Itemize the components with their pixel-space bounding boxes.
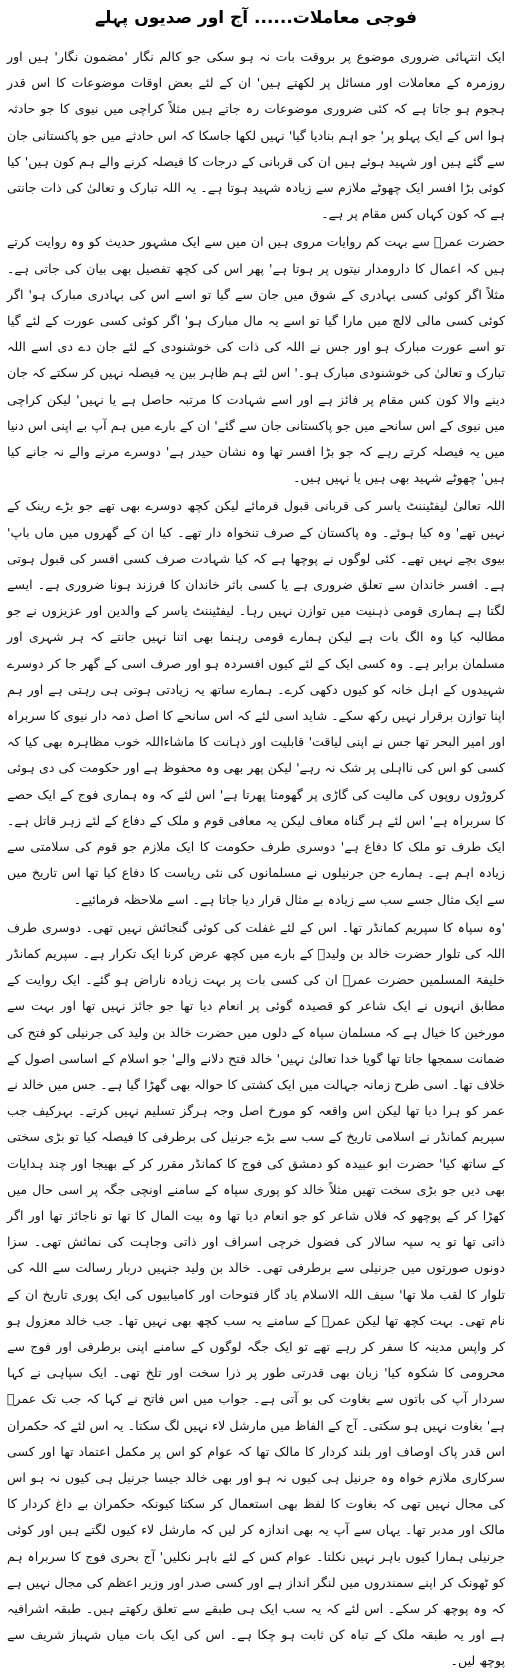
article-body xyxy=(7,44,505,1675)
article-headline: فوجی معاملات...... آج اور صدیوں پہلے xyxy=(95,8,417,28)
article-paragraph: اللہ تعالیٰ لیفٹیننٹ یاسر کی قربانی قبول فرمائے لیکن کچھ دوسرے بھی تھے جو بڑے رینک کے نہیں تھے' وہ کیا ہوئے۔ وہ پاکستان کے صرف تنخواہ دار تھے۔ کیا ان کے گھروں میں ماں باپ' بیوی بچے نہیں تھے۔ کئی لوگوں نے پوچھا ہے کہ کیا شہادت صرف کسی افسر کی قبول ہوتی ہے۔ افسر خاندان سے تعلق ضروری ہے یا کسی باثر خاندان کا فرزند ہونا ضروری ہے۔ ایسے لگتا ہے ہماری قومی ذہنیت میں توازن نہیں رہا۔ لیفٹیننٹ یاسر کے والدین اور عزیزوں نے جو مطالبہ کیا وہ الگ بات ہے لیکن ہمارے قومی رہنما بھی اتنا نہیں جانتے کہ ہر شہری اور مسلمان برابر ہے۔ وہ کسی ایک کے لئے کیوں افسردہ ہو اور صرف اسی کے گھر جا کر دوسرے شہیدوں کے اہل خانہ کو کیوں دکھی کرے۔ ہمارے ساتھ یہ زیادتی ہوتی ہی رہتی ہے اور ہم اپنا توازن برقرار نہیں رکھ سکے۔ شاید اسی لئے کہ اس سانحے کا اصل ذمہ دار نیوی کا سربراہ اور امیر البحر تھا جس نے اپنی لیاقت' قابلیت اور ذہانت کا ماشاءاللہ خوب مظاہرہ بھی کیا کہ کسی کو اس کی نااہلی پر شک نہ رہے' لیکن پھر بھی وہ محفوظ ہے اور حکومت کی دی ہوئی کروڑوں روپوں کی مالیت کی گاڑی پر گھومتا پھرتا ہے' اس لئے کہ وہ ہماری فوج کے ایک حصے کا سربراہ ہے' اس لئے ہر گناہ معاف لیکن یہ معافی قوم و ملک کے دفاع کے لئے زہر قاتل ہے۔ ایک طرف تو ملک کا دفاع ہے' دوسری طرف حکومت کا ایک ملازم جو قوم کی سلامتی سے زیادہ اہم ہے۔ ہمارے جن جرنیلوں نے مسلمانوں کی نئی ریاست کا دفاع کیا تھا اس تاریخ میں سے ایک مثال جسے سب سے زیادہ بے مثال قرار دیا جاتا ہے۔ اسے ملاحظہ فرمائیے۔ xyxy=(7,498,505,907)
article-paragraph: ایک انتہائی ضروری موضوع پر بروقت بات نہ ہو سکی جو کالم نگار 'مضمون نگار' ہیں اور روزمرہ کے معاملات اور مسائل پر لکھتے ہیں' ان کے لئے بعض اوقات موضوعات کا اس قدر ہجوم ہو جاتا ہے کہ کئی ضروری موضوعات رہ جاتے ہیں مثلاً کراچی میں نیوی کا جو حادثہ ہوا اس کے ایک پہلو پر' جو اہم بنادیا گیا' نہیں لکھا جاسکا کہ اس حادثے میں جو پاکستانی جان سے گئے ہیں اور شہید ہوئے ہیں ان کی قربانی کے درجات کا فیصلہ کرنے والے ہم کون ہیں' کیا کوئی بڑا افسر ایک چھوٹے ملازم سے زیادہ شہید ہوتا ہے۔ یہ اللہ تبارک و تعالیٰ کی ذات جانتی ہے کہ کون کہاں کس مقام پر ہے۔ xyxy=(7,49,505,222)
article-paragraph: 'وہ سپاہ کا سپریم کمانڈر تھا۔ اس کے لئے غفلت کی کوئی گنجائش نہیں تھی۔ دوسری طرف اللہ کی تلوار حضرت خالد بن ولیدؓ کے بارے میں کچھ عرض کرنا ایک تکرار ہے۔ سپریم کمانڈر خلیفۃ المسلمین حضرت عمرؓ ان کی کسی بات پر بہت زیادہ ناراض ہو گئے۔ ایک روایت کے مطابق انہوں نے ایک شاعر کو قصیدہ گوئی پر انعام دیا تھا جو جائز نہیں تھا اور بہت سے مورخین کا خیال ہے کہ مسلمان سپاہ کے دلوں میں حضرت خالد بن ولید کی جرنیلی کو فتح کی ضمانت سمجھا جاتا تھا گویا خدا تعالیٰ نہیں' خالد فتح دلانے والے' جو اسلام کے اساسی اصول کے خلاف تھا۔ اسی طرح زمانہ جہالت میں ایک کشتی کا حوالہ بھی گھڑا گیا ہے۔ جس میں خالد نے عمر کو ہرا دیا تھا لیکن اس واقعہ کو مورخ اصل وجہ ہرگز تسلیم نہیں کرتے۔ بہرکیف جب سپریم کمانڈر نے اسلامی تاریخ کے سب سے بڑے جرنیل کی برطرفی کا فیصلہ کیا تو بڑی سختی کے ساتھ کیا' حضرت ابو عبیدہ کو دمشق کی فوج کا کمانڈر مقرر کر کے بھیجا اور چند ہدایات بھی دیں جو بڑی سخت تھیں مثلاً خالد کو پوری سپاہ کے سامنے اونچی جگہ پر اسی حال میں کھڑا کر کے پوچھو کہ فلاں شاعر کو جو انعام دیا تھا وہ بیت المال کا تھا تو ناجائز تھا اور اگر ذاتی تھا تو یہ سپہ سالار کی فضول خرچی اسراف اور ذاتی وجاہت کی نمائش تھی۔ سزا دونوں صورتوں میں جرنیلی سے برطرفی تھی۔ خالد بن ولید جنہیں دربار رسالت سے اللہ کی تلوار کا لقب ملا تھا' سیف اللہ الاسلام یاد گار فتوحات اور کامیابیوں کی ایک پوری تاریخ ان کے نام تھی۔ بہت کچھ تھا لیکن عمرؓ کے سامنے یہ سب کچھ بھی نہیں تھا۔ جب خالد معزول ہو کر واپس مدینہ کا سفر کر رہے تھے تو ایک جگہ لوگوں کے سامنے اپنی برطرفی اور فوج سے محرومی کا شکوہ کیا' زبان بھی قدرتی طور پر ذرا سخت اور تلخ تھی۔ ایک سپاہی نے کہا سردار آپ کی باتوں سے بغاوت کی بو آتی ہے۔ جواب میں اس فاتح نے کہا کہ جب تک عمرؓ ہے' بغاوت نہیں ہو سکتی۔ آج کے الفاظ میں مارشل لاء نہیں لگ سکتا۔ یہ اس لئے کہ حکمران اس قدر پاک اوصاف اور بلند کردار کا مالک تھا کہ عوام کو اس پر مکمل اعتماد تھا اور کسی سرکاری ملازم خواہ وہ جرنیل ہی کیوں نہ ہو اور بھی خالد جیسا جرنیل ہی کیوں نہ ہو اس کی مجال نہیں تھی کہ بغاوت کا لفظ بھی استعمال کر سکتا کیونکہ حکمران بے داغ کردار کا مالک اور مدبر تھا۔ یہاں سے آپ یہ بھی اندازہ کر لیں کہ مارشل لاء کیوں لگتے ہیں اور کوئی جرنیلی ہمارا کیوں باہر نہیں نکلتا۔ عوام کس کے لئے باہر نکلیں' آج بحری فوج کا سربراہ ہم کو ٹھونک کر اپنے سمندروں میں لنگر انداز ہے اور کسی صدر اور وزیر اعظم کی مجال نہیں ہے کہ وہ پوچھ کر سکے۔ اس لئے کہ یہ سب ایک ہی طبقے سے تعلق رکھتے ہیں۔ طبقہ اشرافیہ ہے اور یہ طبقہ ملک کے تباہ کن ثابت ہو چکا ہے۔ اس کی ایک بات میاں شہباز شریف سے پوچھ لیں۔ xyxy=(7,919,505,1669)
article-paragraph: حضرت عمرؓ سے بہت کم روایات مروی ہیں ان میں سے ایک مشہور حدیث کو وہ روایت کرتے ہیں کہ اعمال کا دارومدار نیتوں پر ہوتا ہے' پھر اس کی کچھ تفصیل بھی بیان کی جاتی ہے۔ مثلاً اگر کوئی کسی بہادری کے شوق میں جان سے گیا تو اسے اس کی بہادری مبارک ہو' اگر کوئی کسی مالی لالچ میں مارا گیا تو اسے یہ مال مبارک ہو' اگر کوئی کسی عورت کے لئے گیا تو اسے عورت مبارک ہو اور جس نے اللہ کی ذات کی خوشنودی کے لئے جان دے دی اسے اللہ تبارک و تعالیٰ کی خوشنودی مبارک ہو۔' اس لئے ہم ظاہر بین یہ فیصلہ نہیں کر سکتے کہ جان دینے والا کون کس مقام پر فائز ہے اور اسے شہادت کا مرتبہ حاصل ہے یا نہیں' لیکن کراچی میں نیوی کے اس سانحے میں جو پاکستانی جان سے گئے' ان کے بارے میں ہم آپ بے اپنی اس دنیا میں یہ فیصلہ کرتے رہے کہ جو بڑا افسر تھا وہ نشان حیدر ہے' دوسرے مرنے والے نہ جانے کیا ہیں' چھوٹے شہید بھی ہیں یا نہیں ہیں۔ xyxy=(7,234,505,486)
